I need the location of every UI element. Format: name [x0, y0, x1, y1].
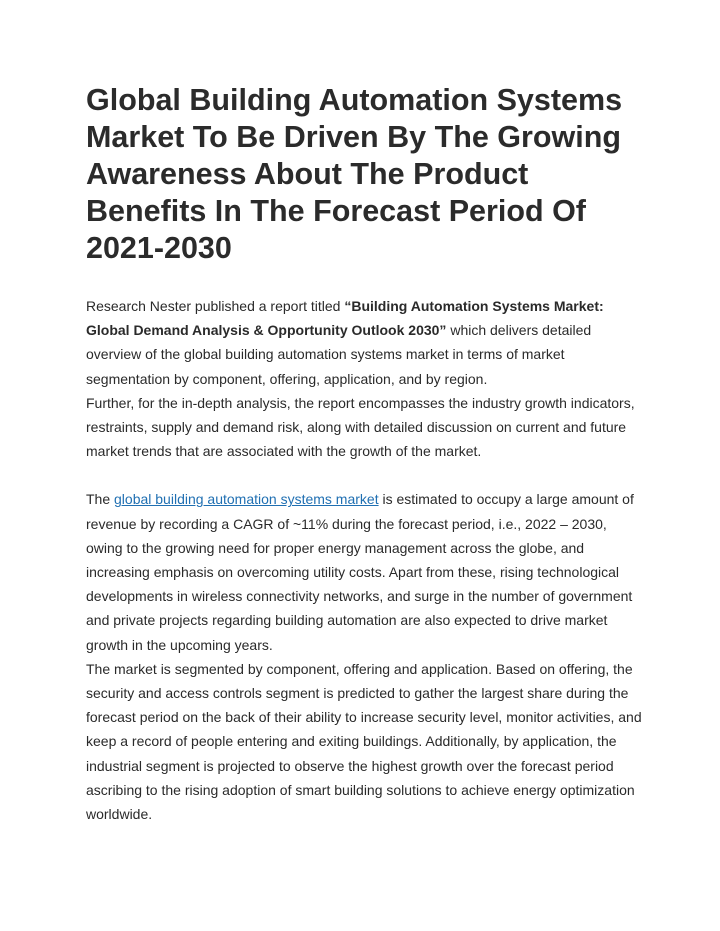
- document-page: [86, 82, 646, 826]
- market-report-link[interactable]: global building automation systems market: [114, 491, 379, 508]
- paragraph-intro: [86, 294, 646, 391]
- paragraph-market-estimate: [86, 487, 646, 656]
- intro-suffix: which delivers detailed overview of the global building automation systems market in terms of market segmentation by component, offering, application, and by region.: [86, 322, 592, 387]
- estimate-prefix: The: [86, 491, 115, 508]
- report-title: “Building Automation Systems Market: Global Demand Analysis & Opportunity Outlook 2030”: [86, 298, 604, 339]
- estimate-suffix: is estimated to occupy a large amount of revenue by recording a CAGR of ~11% during the forecast period, i.e., 2022 – 2030, owing to the growing need for proper energy management across the globe, and increasing emphasis on overcoming utility costs. Apart from these, rising technological developments in wireless connectivity networks, and surge in the number of government and private projects regarding building automation are also expected to drive market growth in the upcoming years.: [86, 491, 634, 653]
- paragraph-segmentation: The market is segmented by component, offering and application. Based on offering, the security and access controls segment is predicted to gather the largest share during the forecast period on the back of their ability to increase security level, monitor activities, and keep a record of people entering and exiting buildings. Additionally, by application, the industrial segment is projected to observe the highest growth over the forecast period ascribing to the rising adoption of smart building solutions to achieve energy optimization worldwide.: [86, 660, 642, 823]
- paragraph-analysis: Further, for the in-depth analysis, the report encompasses the industry growth indicators, restraints, supply and demand risk, along with detailed discussion on current and future market trends that are associated with the growth of the market.: [86, 394, 635, 460]
- paragraph-spacer: [86, 463, 646, 487]
- document-body: [86, 294, 646, 826]
- page-title: Global Building Automation Systems Market To Be Driven By The Growing Awareness About The Product Benefits In The Forecast Period Of 2021-2030: [86, 83, 623, 265]
- intro-prefix: Research Nester published a report titled: [86, 298, 345, 314]
